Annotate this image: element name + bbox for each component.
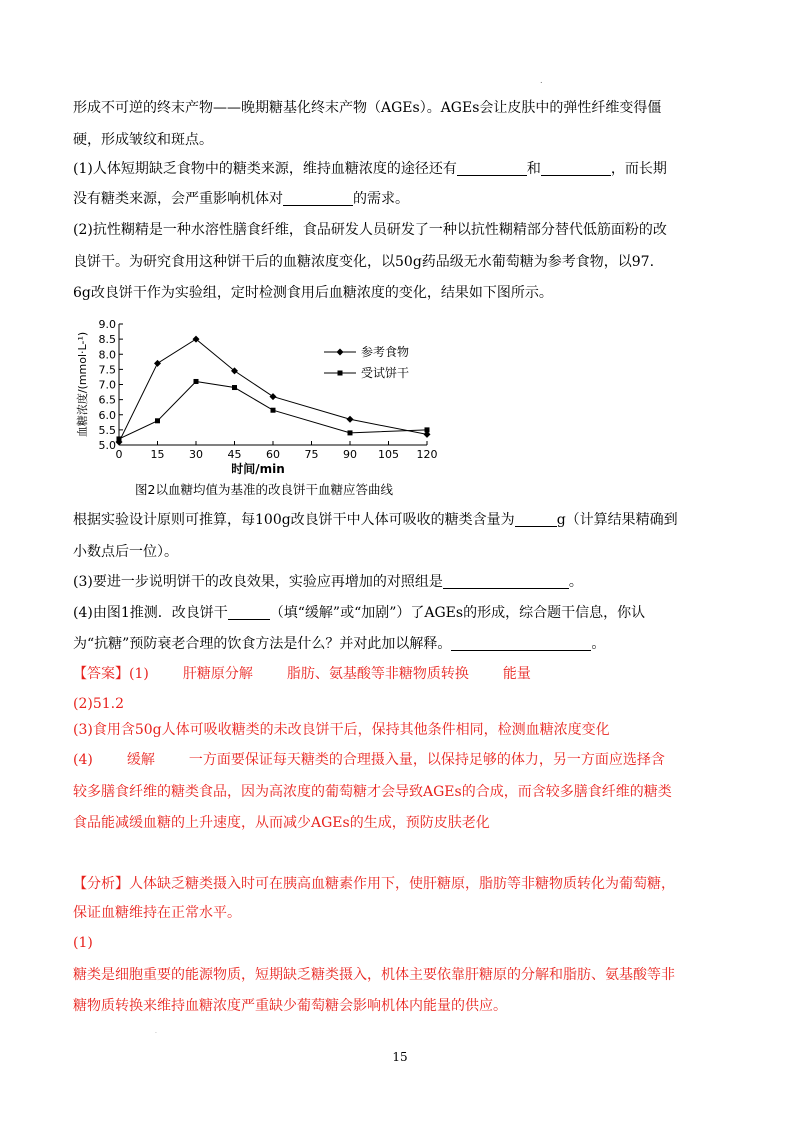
question-2-line: 小数点后一位）。 — [73, 544, 178, 560]
data-point-diamond — [347, 416, 354, 423]
data-point-diamond — [154, 360, 161, 367]
question-2-line — [73, 510, 733, 530]
text-fragment: 。 — [568, 574, 583, 590]
analysis-line: 【分析】人体缺乏糖类摄入时可在胰高血糖素作用下，使肝糖原，脂肪等非糖物质转化为葡萄糖， — [73, 876, 675, 892]
text-line: 形成不可逆的终末产物——晚期糖基化终末产物（AGEs）。AGEs会让皮肤中的弹性纤维变得僵 — [73, 100, 662, 116]
y-tick-label: 8.0 — [98, 348, 116, 362]
data-point-square — [194, 379, 199, 384]
y-tick-label: 5.0 — [98, 439, 116, 452]
answer-text: 能量 — [502, 666, 531, 682]
text-fragment: (3)要进一步说明饼干的改良效果，实验应再增加的对照组是 — [73, 574, 443, 590]
page-number: 15 — [392, 1050, 408, 1064]
answer-blank[interactable] — [457, 160, 527, 176]
answer-label: (4) — [73, 752, 93, 768]
y-axis-label: 血糖浓度/(mmol·L-¹) — [76, 331, 89, 438]
legend-marker — [337, 349, 344, 356]
x-tick-label: 120 — [416, 448, 438, 461]
data-point-square — [348, 430, 353, 435]
y-tick-label: 6.5 — [98, 393, 116, 407]
question-1-line — [73, 159, 733, 179]
data-point-square — [155, 418, 160, 423]
answer-text: 脂肪、氨基酸等非糖物质转换 — [286, 666, 469, 682]
x-tick-label: 15 — [150, 448, 165, 461]
answer-line-1 — [73, 664, 733, 684]
question-4-line — [73, 634, 733, 654]
question-2-line: 良饼干。为研究食用这种饼干后的血糖浓度变化，以50g药品级无水葡萄糖为参考食物，以97. — [73, 254, 655, 270]
answer-blank[interactable] — [283, 190, 353, 206]
answer-line-4 — [73, 750, 733, 770]
analysis-line: 糖物质转换来维持血糖浓度严重缺少葡萄糖会影响机体内能量的供应。 — [73, 998, 507, 1014]
y-tick-label: 6.0 — [98, 408, 116, 422]
text-fragment: 的需求。 — [353, 191, 409, 207]
answer-blank[interactable] — [515, 511, 557, 527]
answer-line-3: (3)食用含50g人体可吸收糖类的未改良饼干后，保持其他条件相同，检测血糖浓度变化 — [73, 722, 610, 738]
question-3-line — [73, 572, 733, 592]
answer-blank[interactable] — [451, 635, 591, 651]
y-tick-label: 7.5 — [98, 363, 116, 377]
answer-line-6: 食品能减缓血糖的上升速度，从而减少AGEs的生成，预防皮肤老化 — [73, 815, 490, 831]
text-fragment: 。 — [591, 636, 606, 652]
data-point-diamond — [270, 393, 277, 400]
answer-text: 肝糖原分解 — [182, 666, 253, 682]
answer-text: 缓解 — [126, 752, 155, 768]
text-fragment: ，而长期 — [610, 161, 667, 177]
x-tick-label: 105 — [378, 448, 399, 461]
legend-label: 参考食物 — [361, 345, 410, 359]
blood-glucose-chart — [76, 308, 446, 498]
question-4-line — [73, 603, 733, 623]
data-point-square — [425, 427, 430, 432]
x-tick-label: 45 — [227, 448, 242, 461]
answer-blank[interactable] — [443, 573, 569, 589]
text-fragment: 没有糖类来源，会严重影响机体对 — [73, 191, 283, 207]
text-fragment: 为“抗糖”预防衰老合理的饮食方法是什么？并对此加以解释。 — [73, 636, 452, 652]
x-tick-label: 0 — [115, 448, 123, 461]
header-dot: . — [540, 76, 543, 85]
answer-line-5: 较多膳食纤维的糖类食品，因为高浓度的葡萄糖才会导致AGEs的合成，而含较多膳食纤维的糖类 — [73, 784, 672, 800]
y-tick-label: 5.5 — [98, 423, 116, 437]
legend-marker — [338, 371, 343, 376]
x-tick-label: 75 — [304, 448, 319, 461]
text-fragment: 和 — [526, 161, 541, 177]
x-tick-label: 90 — [343, 448, 357, 461]
data-point-square — [232, 385, 237, 390]
answer-blank[interactable] — [541, 160, 611, 176]
data-point-square — [271, 408, 276, 413]
x-tick-label: 60 — [266, 448, 280, 461]
answer-line-2: (2)51.2 — [73, 696, 125, 712]
legend-label: 受试饼干 — [361, 366, 410, 380]
analysis-line: 糖类是细胞重要的能源物质，短期缺乏糖类摄入，机体主要依靠肝糖原的分解和脂肪、氨基酸等非 — [73, 967, 675, 983]
text-line: 硬，形成皱纹和斑点。 — [73, 132, 213, 148]
text-fragment: （填“缓解”或“加剧”）了AGEs的形成，综合题干信息，你认 — [269, 605, 646, 621]
text-fragment: (4)由图1推测．改良饼干 — [73, 605, 228, 621]
analysis-line: 保证血糖维持在正常水平。 — [73, 905, 241, 921]
question-1-text: (1)人体短期缺乏食物中的糖类来源，维持血糖浓度的途径还有 — [73, 161, 457, 177]
answer-blank[interactable] — [228, 604, 270, 620]
y-tick-label: 8.5 — [98, 333, 116, 347]
text-fragment: g（计算结果精确到 — [556, 512, 678, 528]
answer-text: 一方面要保证每天糖类的合理摄入量，以保持足够的体力，另一方面应选择含 — [188, 752, 665, 768]
y-tick-label: 9.0 — [98, 318, 116, 331]
x-axis-label: 时间/min — [231, 462, 285, 476]
question-2-line: (2)抗性糊精是一种水溶性膳食纤维，食品研发人员研发了一种以抗性糊精部分替代低筋面粉的改 — [73, 222, 667, 238]
data-point-square — [117, 436, 122, 441]
answer-label: 【答案】(1) — [73, 666, 149, 682]
text-fragment: 根据实验设计原则可推算，每100g改良饼干中人体可吸收的糖类含量为 — [73, 512, 515, 528]
question-2-line: 6g改良饼干作为实验组，定时检测食用后血糖浓度的变化，结果如下图所示。 — [73, 285, 553, 301]
speck: . — [155, 1028, 157, 1035]
analysis-line: (1) — [73, 935, 93, 951]
x-tick-label: 30 — [189, 448, 203, 461]
chart-caption: 图2以血糖均值为基准的改良饼干血糖应答曲线 — [135, 482, 393, 497]
question-1-line — [73, 189, 733, 209]
y-tick-label: 7.0 — [98, 378, 116, 392]
